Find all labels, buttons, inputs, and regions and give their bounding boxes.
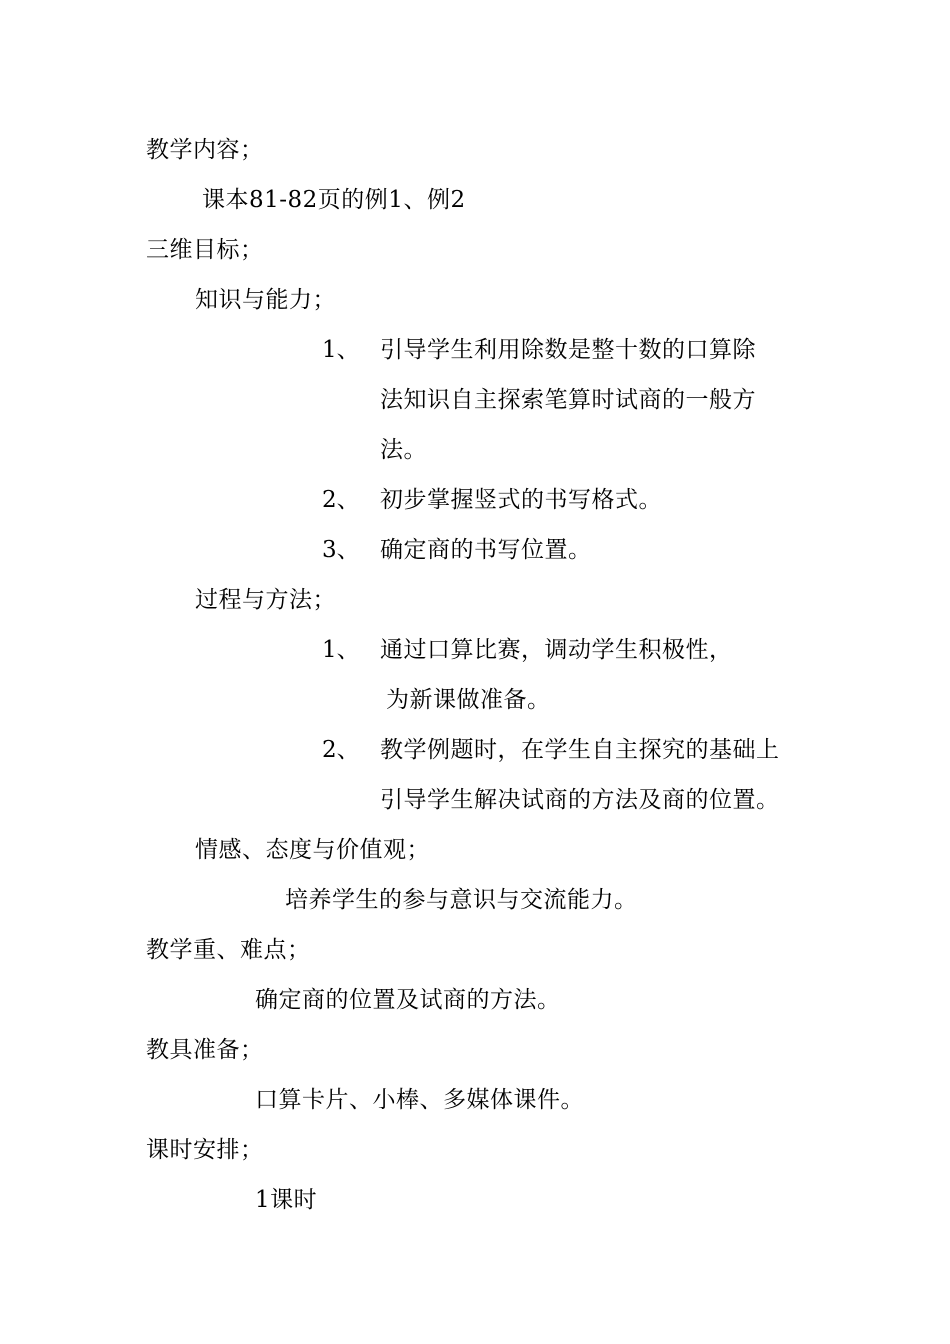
knowledge-heading: 知识与能力； bbox=[195, 287, 336, 313]
tools-text: 口算卡片、小棒、多媒体课件。 bbox=[255, 1087, 584, 1113]
process-item-1-number: 1、 bbox=[322, 637, 360, 663]
content-heading: 教学内容； bbox=[146, 137, 264, 163]
process-item-2-line-2: 引导学生解决试商的方法及商的位置。 bbox=[380, 787, 780, 813]
knowledge-item-1-line-2: 法知识自主探索笔算时试商的一般方 bbox=[380, 387, 756, 413]
process-item-2-line-1: 教学例题时，在学生自主探究的基础上 bbox=[380, 737, 780, 763]
process-item-2-number: 2、 bbox=[322, 737, 360, 763]
knowledge-item-3-line-1: 确定商的书写位置。 bbox=[380, 537, 592, 563]
content-text: 课本81-82页的例1、例2 bbox=[202, 187, 466, 213]
schedule-heading: 课时安排； bbox=[146, 1137, 264, 1163]
knowledge-item-1-line-3: 法。 bbox=[380, 437, 427, 463]
process-item-1-line-1: 通过口算比赛，调动学生积极性， bbox=[380, 637, 733, 663]
knowledge-item-2-line-1: 初步掌握竖式的书写格式。 bbox=[380, 487, 662, 513]
emotion-text: 培养学生的参与意识与交流能力。 bbox=[285, 887, 638, 913]
knowledge-item-1-line-1: 引导学生利用除数是整十数的口算除 bbox=[380, 337, 756, 363]
process-item-1-line-2: 为新课做准备。 bbox=[386, 687, 551, 713]
key-points-heading: 教学重、难点； bbox=[146, 937, 311, 963]
knowledge-item-3-number: 3、 bbox=[322, 537, 360, 563]
tools-heading: 教具准备； bbox=[146, 1037, 264, 1063]
knowledge-item-2-number: 2、 bbox=[322, 487, 360, 513]
emotion-heading: 情感、态度与价值观； bbox=[195, 837, 430, 863]
key-points-text: 确定商的位置及试商的方法。 bbox=[255, 987, 561, 1013]
schedule-text: 1课时 bbox=[255, 1187, 318, 1213]
process-heading: 过程与方法； bbox=[195, 587, 336, 613]
objectives-heading: 三维目标； bbox=[146, 237, 264, 263]
knowledge-item-1-number: 1、 bbox=[322, 337, 360, 363]
